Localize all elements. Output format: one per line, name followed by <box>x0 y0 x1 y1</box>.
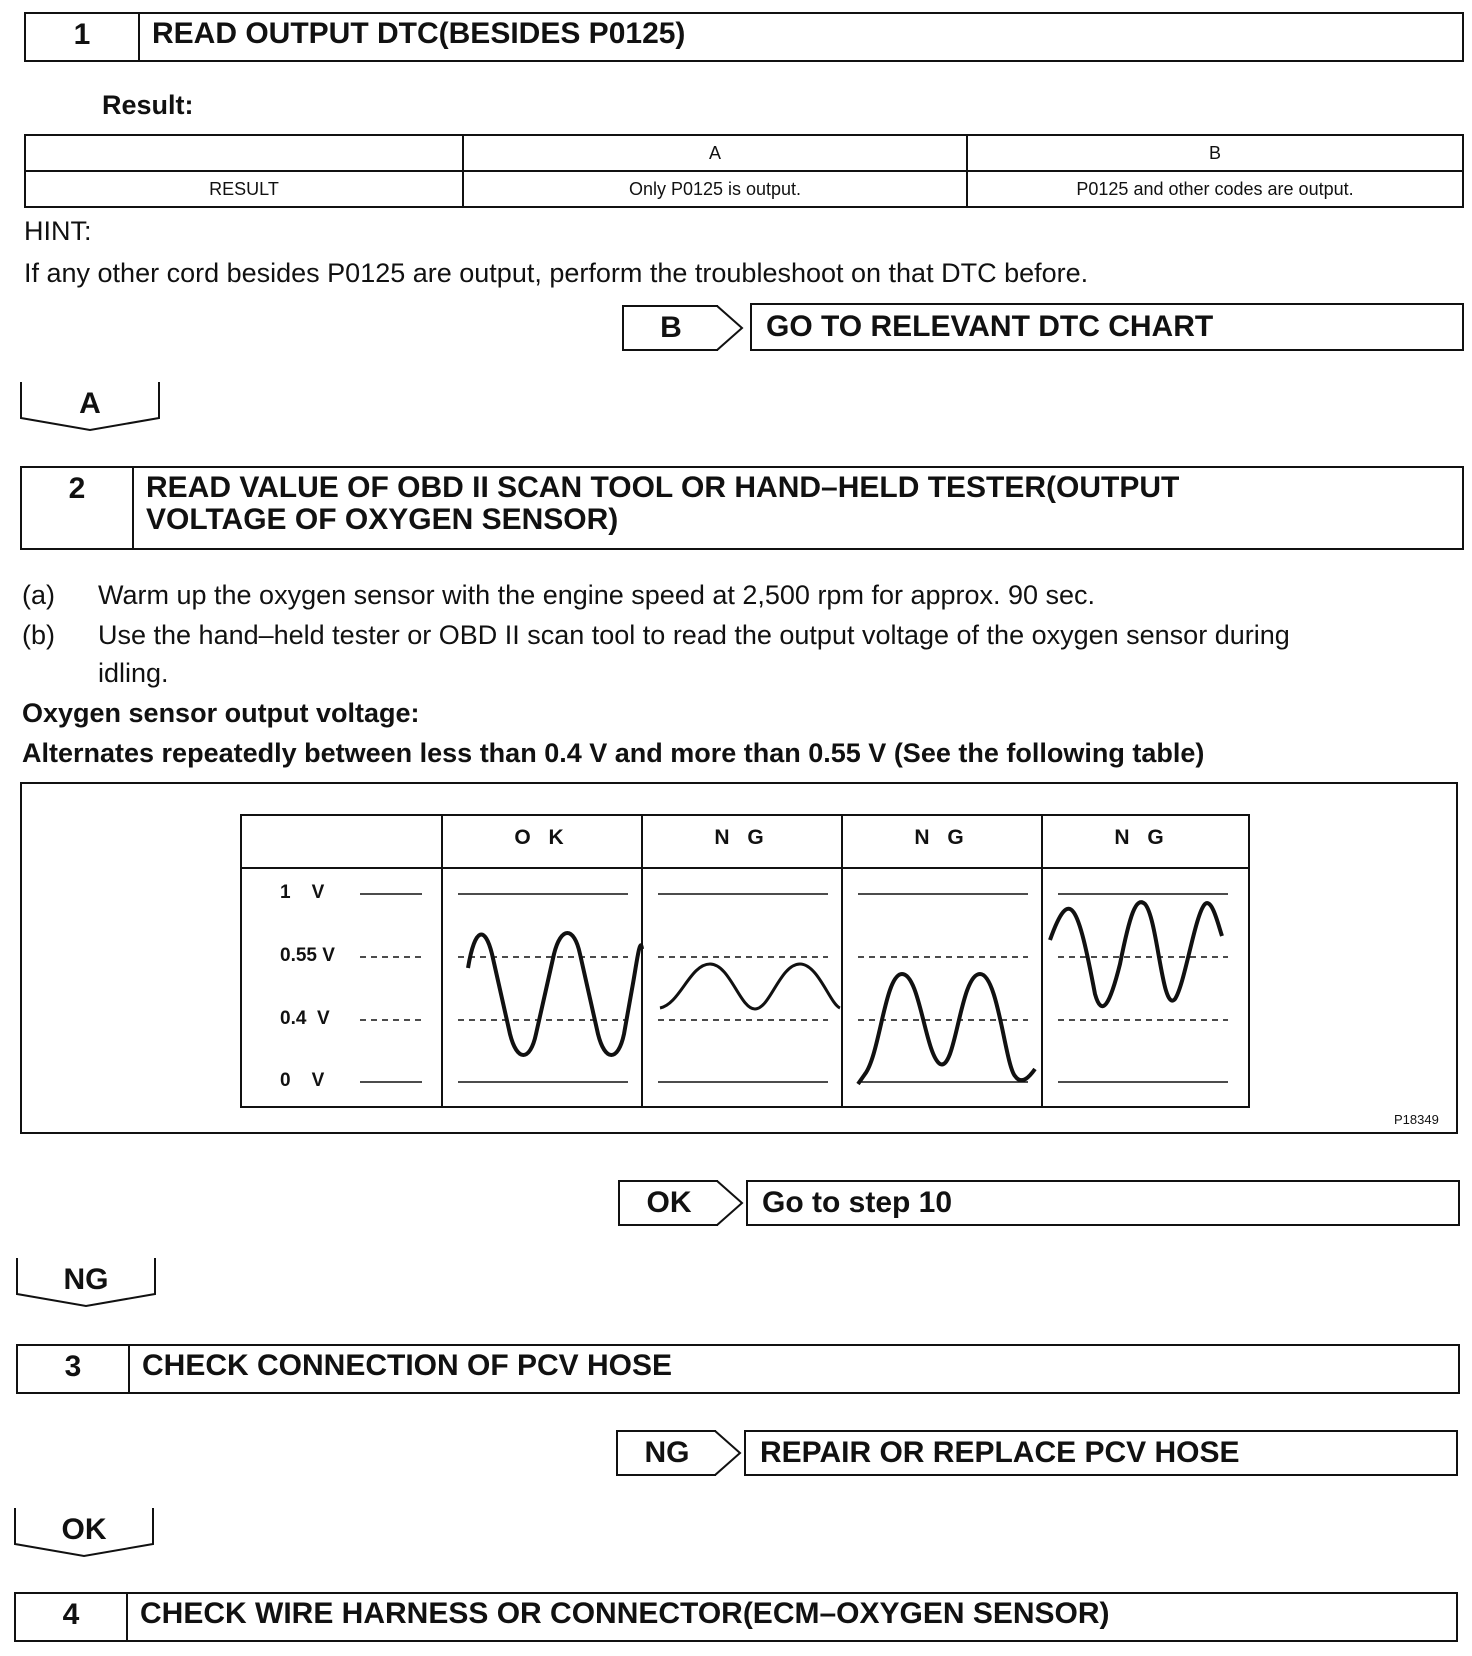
ng-waveform-2 <box>858 974 1035 1084</box>
branch-ng-label <box>616 1430 716 1476</box>
branch-b-destination <box>750 303 1464 351</box>
branch-ok-destination <box>746 1180 1460 1226</box>
branch-dest-text: Go to step 10 <box>762 1186 953 1219</box>
step-title: CHECK WIRE HARNESS OR CONNECTOR(ECM–OXYGEN SENSOR) <box>140 1597 1110 1630</box>
column-header-ng: N G <box>1114 826 1170 849</box>
step-3-box <box>16 1344 1460 1394</box>
hint-label: HINT: <box>24 216 92 246</box>
ng-waveform-1 <box>660 964 840 1009</box>
tab-label: OK <box>61 1513 107 1546</box>
table-cell: RESULT <box>25 171 463 207</box>
column-header-ng: N G <box>714 826 770 849</box>
branch-ng-destination <box>744 1430 1458 1476</box>
voltage-label-04v: 0.4 V <box>280 1008 330 1029</box>
column-header-ng: N G <box>914 826 970 849</box>
step-number: 3 <box>18 1346 130 1392</box>
branch-b-label <box>622 305 718 351</box>
branch-label-text: OK <box>646 1186 692 1219</box>
tab-label: NG <box>63 1263 109 1296</box>
table-row <box>25 135 1463 171</box>
table-row <box>25 171 1463 207</box>
table-cell: B <box>967 135 1463 171</box>
instruction-b-text-cont: idling. <box>98 658 169 688</box>
step-4-box <box>14 1592 1458 1642</box>
column-header-ok: O K <box>514 826 570 849</box>
instruction-b-marker: (b) <box>22 620 55 650</box>
step-title-line2: VOLTAGE OF OXYGEN SENSOR) <box>146 503 619 536</box>
table-cell: A <box>463 135 967 171</box>
ng-waveform-3 <box>1050 902 1222 1006</box>
step-number: 2 <box>22 468 134 548</box>
voltage-label-1v: 1 V <box>280 882 325 903</box>
table-cell: P0125 and other codes are output. <box>967 171 1463 207</box>
arrow-right-icon <box>716 305 744 351</box>
tab-a <box>20 382 160 432</box>
branch-dest-text: GO TO RELEVANT DTC CHART <box>766 310 1214 343</box>
step-title: READ OUTPUT DTC(BESIDES P0125) <box>152 17 686 50</box>
instruction-a-marker: (a) <box>22 580 55 610</box>
voltage-label-055v: 0.55 V <box>280 945 335 966</box>
step-number: 4 <box>16 1594 128 1640</box>
result-table <box>24 134 1464 208</box>
instruction-a-text: Warm up the oxygen sensor with the engine speed at 2,500 rpm for approx. 90 sec. <box>98 580 1096 610</box>
voltage-graph-svg <box>240 814 1250 1108</box>
spec-title: Oxygen sensor output voltage: <box>22 698 420 728</box>
step-title: CHECK CONNECTION OF PCV HOSE <box>142 1349 673 1382</box>
step-2-box <box>20 466 1464 550</box>
result-label: Result: <box>102 90 194 120</box>
figure-id: P18349 <box>1394 1112 1439 1127</box>
hint-text: If any other cord besides P0125 are output, perform the troubleshoot on that DTC before. <box>24 258 1089 288</box>
ok-waveform <box>468 933 642 1055</box>
table-cell: Only P0125 is output. <box>463 171 967 207</box>
step-title <box>134 468 1462 548</box>
spec-text: Alternates repeatedly between less than 0.4 V and more than 0.55 V (See the following table) <box>22 738 1205 768</box>
branch-ok-label <box>618 1180 718 1226</box>
instruction-b-text: Use the hand–held tester or OBD II scan tool to read the output voltage of the oxygen sensor during <box>98 620 1290 650</box>
arrow-right-icon <box>716 1180 744 1226</box>
arrow-right-icon <box>714 1430 742 1476</box>
table-cell <box>25 135 463 171</box>
branch-label-text: B <box>660 311 682 344</box>
tab-ok <box>14 1508 154 1558</box>
tab-ng <box>16 1258 156 1308</box>
voltage-label-0v: 0 V <box>280 1070 325 1091</box>
branch-label-text: NG <box>644 1436 690 1469</box>
tab-label: A <box>79 387 101 420</box>
branch-dest-text: REPAIR OR REPLACE PCV HOSE <box>760 1436 1240 1469</box>
step-title-line1: READ VALUE OF OBD II SCAN TOOL OR HAND–HELD TESTER(OUTPUT <box>146 471 1180 504</box>
step-number: 1 <box>26 14 140 60</box>
step-1-box <box>24 12 1464 62</box>
